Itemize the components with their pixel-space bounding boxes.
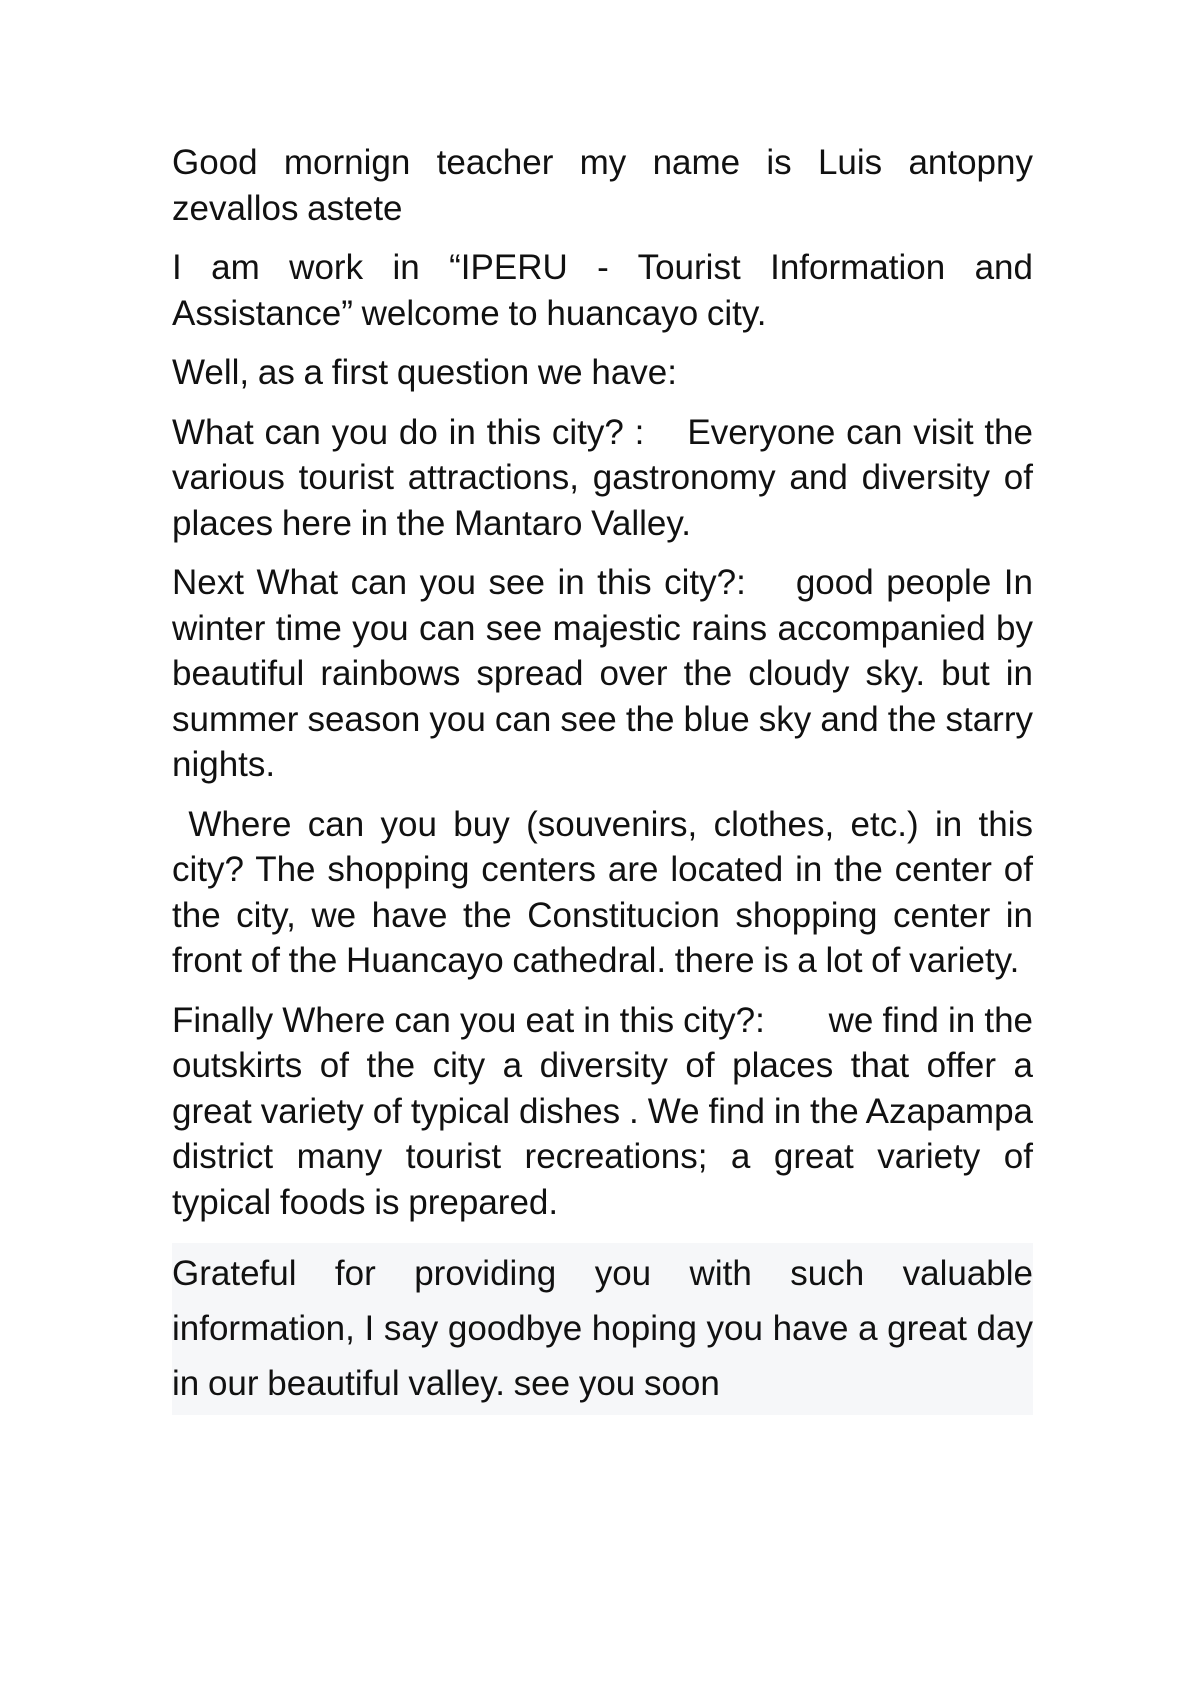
- document-body: [172, 140, 1042, 1429]
- first-question-intro: Well, as a first question we have:: [172, 353, 677, 392]
- where-to-buy-paragraph: Where can you buy (souvenirs, clothes, etc.) in this city? The shopping centers are located in the center of the city, we have the Constitucion shopping center in front of the Huancayo cathedral. there is a lot of variety.: [172, 804, 1042, 980]
- closing-paragraph: Grateful for providing you with such valuable information, I say goodbye hoping you have a great day in our beautiful valley. see you soon: [172, 1243, 1033, 1415]
- workplace-paragraph: I am work in “IPERU - Tourist Information and Assistance” welcome to huancayo city.: [172, 248, 1040, 333]
- greeting-paragraph: Good mornign teacher my name is Luis antopny zevallos astete: [172, 143, 1042, 228]
- what-to-see-paragraph: Next What can you see in this city?: good people In winter time you can see majestic rains accompanied by beautiful rainbows spread over the cloudy sky. but in summer season you can see the blue sky and the starry nights.: [172, 563, 1042, 784]
- where-to-eat-paragraph: Finally Where can you eat in this city?: we find in the outskirts of the city a diversity of places that offer a great variety of typical dishes . We find in the Azapampa district many tourist recreations; a great variety of typical foods is prepared.: [172, 1000, 1042, 1222]
- what-to-do-paragraph: What can you do in this city? : Everyone can visit the various tourist attractions, gastronomy and diversity of places here in the Mantaro Valley.: [172, 412, 1042, 543]
